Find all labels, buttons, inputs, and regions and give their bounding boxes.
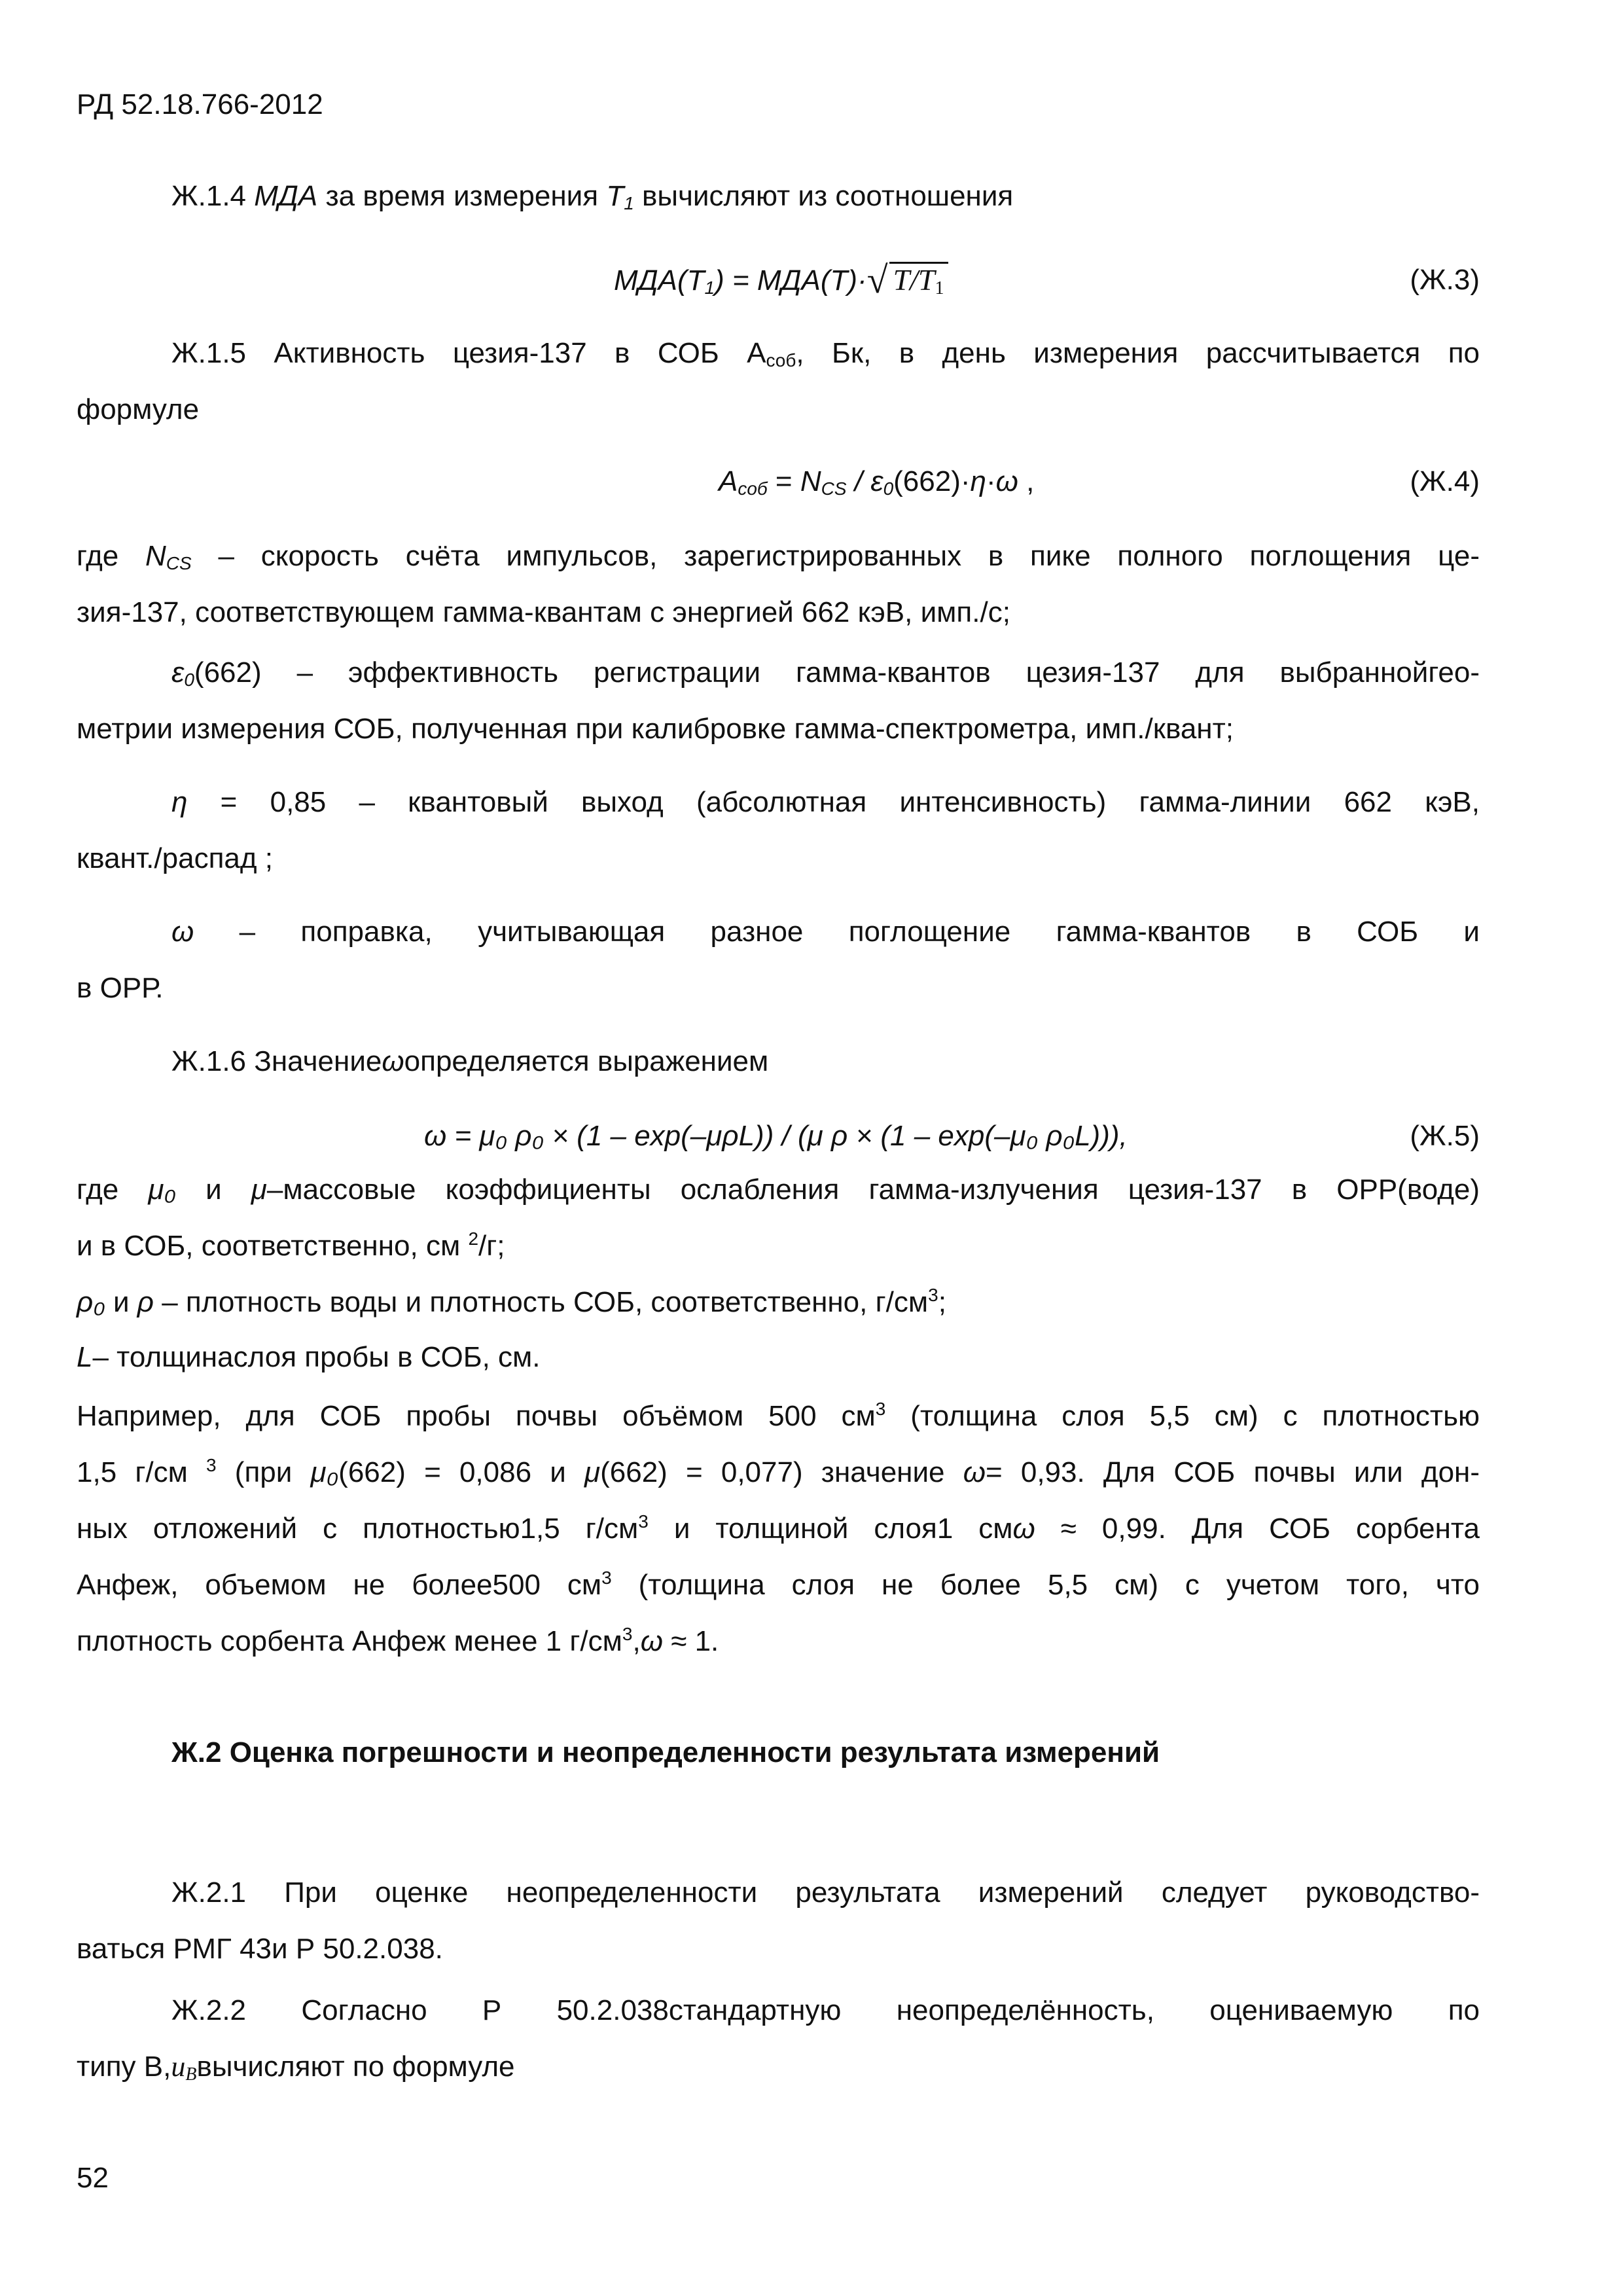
paragraph-zh16: Ж.1.6 Значениеωопределяется выражением: [171, 1045, 769, 1077]
formula-zh3: $МДА(T_1) = МДА(T)\cdot√$ $T/T_1$: [614, 262, 948, 299]
page-number: 52: [77, 2162, 109, 2194]
definition-rho: ρ₀ и ρ – плотность воды и плотность СОБ, соответственно, $г/см^3$;: [77, 1285, 946, 1318]
definition-ncs: где $N_{CS}$ – скорость счёта импульсов, зарегистрированных в пике полного поглощения це-: [77, 540, 1480, 573]
document-code: РД 52.18.766-2012: [77, 88, 323, 120]
definition-omega: ω – поправка, учитывающая разное поглощение гамма-квантов в СОБ и: [171, 916, 1480, 948]
definition-mu: где μ₀ и μ–массовые коэффициенты ослабления гамма-излучения цезия-137 в ОРР(воде): [77, 1174, 1480, 1206]
definition-mu-line2: и в СОБ, соответственно, см $^2$/г;: [77, 1229, 505, 1262]
example-line-1: Например, для СОБ пробы почвы объёмом 500 $см^3$ (толщина слоя 5,5 см) с плотностью: [77, 1399, 1480, 1432]
paragraph-zh14: Ж.1.4 МДА за время измерения $T_1$ вычисляют из соотношения: [171, 180, 1014, 213]
paragraph-zh22: Ж.2.2 Согласно Р 50.2.038стандартную неопределённость, оцениваемую по: [171, 1994, 1480, 2026]
section-heading-zh2: Ж.2 Оценка погрешности и неопределенности результата измерений: [171, 1736, 1160, 1768]
definition-eta-line2: квант./распад ;: [77, 842, 273, 874]
paragraph-zh21-line2: ваться РМГ 43и Р 50.2.038.: [77, 1933, 443, 1965]
definition-eps: $\varepsilon_0(662)$ – эффективность регистрации гамма-квантов цезия-137 для выбраннойгео-: [171, 656, 1480, 690]
definition-L: L– толщинаслоя пробы в СОБ, см.: [77, 1341, 541, 1373]
example-line-5: плотность сорбента Анфеж менее 1 $г/см^3,\omega \approx 1$.: [77, 1624, 719, 1657]
formula-number-zh3: (Ж.3): [1410, 264, 1480, 296]
definition-ncs-line2: зия-137, соответствующем гамма-квантам с энергией 662 кэВ, имп./с;: [77, 596, 1010, 628]
definition-eps-line2: метрии измерения СОБ, полученная при калибровке гамма-спектрометра, имп./квант;: [77, 713, 1234, 745]
paragraph-zh22-line2: типу $В,u_Bвычисляют$ по формуле: [77, 2051, 515, 2085]
example-line-4: Анфеж, объемом не более500 $см^3$ (толщина слоя не более 5,5 см) с учетом того, что: [77, 1568, 1480, 1601]
definition-eta: η = 0,85 – квантовый выход (абсолютная интенсивность) гамма-линии 662 кэВ,: [171, 786, 1480, 818]
example-line-2: 1,5 г/см $^3$ (при μ₀(662) = 0,086 и μ(662) = 0,077) значение ω= 0,93. Для СОБ почвы или дон-: [77, 1455, 1480, 1488]
paragraph-zh15-line2: формуле: [77, 393, 200, 425]
definition-omega-line2: в ОРР.: [77, 972, 164, 1004]
paragraph-zh15: Ж.1.5 Активность цезия-137 в СОБ $А_{соб}$, Бк, в день измерения рассчитывается по: [171, 337, 1480, 370]
formula-number-zh4: (Ж.4): [1410, 465, 1480, 497]
example-line-3: ных отложений с плотностью1,5 $г/см^3$ и толщиной слоя1 смω ≈ 0,99. Для СОБ сорбента: [77, 1511, 1480, 1545]
formula-zh5: ω = μ₀ ρ₀ × (1 – exp(–μρL)) / (μ ρ × (1 – exp(–μ₀ ρ₀L))),: [424, 1120, 1128, 1152]
sqrt-icon: √: [866, 259, 888, 301]
formula-number-zh5: (Ж.5): [1410, 1120, 1480, 1152]
paragraph-zh21: Ж.2.1 При оценке неопределенности результата измерений следует руководство-: [171, 1876, 1480, 1909]
formula-zh4: $A_{соб} = N_{CS} / \varepsilon_0(662)\cdot\eta\cdot\omega$ ,: [719, 465, 1035, 499]
